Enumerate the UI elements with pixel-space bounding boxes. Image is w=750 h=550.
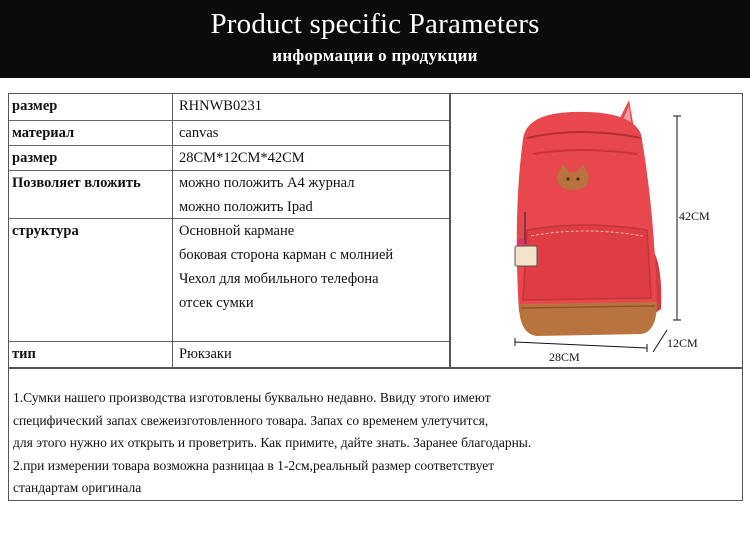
row-value: Основной кармане боковая сторона карман с молнией Чехол для мобильного телефона отсек сумки [179, 223, 394, 311]
header-banner [0, 0, 750, 78]
row-value: Рюкзаки [179, 346, 232, 362]
page-title: Product specific Parameters [210, 8, 540, 40]
table-row [9, 219, 449, 342]
table-row [9, 342, 449, 367]
row-value: 28CM*12CM*42CM [179, 150, 305, 166]
width-dimension-line [515, 342, 647, 348]
page-subtitle: информации о продукции [272, 46, 478, 65]
product-image-panel [450, 93, 743, 368]
row-value: можно положить A4 журнал можно положить Ipad [179, 175, 355, 215]
row-label: материал [12, 125, 75, 141]
tag-charm [515, 246, 537, 266]
row-label: размер [12, 98, 58, 114]
table-row [9, 94, 449, 121]
depth-label: 12CM [667, 336, 698, 350]
specs-table [8, 93, 450, 368]
front-pocket [523, 225, 651, 300]
width-label: 28CM [549, 350, 580, 364]
row-value: RHNWB0231 [179, 98, 262, 114]
backpack-image [451, 94, 742, 367]
row-label: размер [12, 150, 58, 166]
depth-dimension-line [653, 330, 667, 352]
notes-text: 1.Сумки нашего производства изготовлены буквально недавно. Ввиду этого имеют специфический запах свежеизготовленного товара. Запах со временем улетучится, для этого нужно их открыть и проветрить. Как примите, дайте знать. Заранее благодарны. 2.при измерении товара возможна разницаа в 1-2см,реальный размер соответствует стандартам оригинала [13, 390, 532, 495]
row-label: тип [12, 346, 36, 362]
notes-section [8, 368, 743, 501]
row-label: структура [12, 223, 79, 239]
table-row [9, 121, 449, 146]
table-row [9, 146, 449, 171]
row-label: Позволяет вложить [12, 175, 141, 191]
height-label: 42CM [679, 209, 710, 223]
row-value: canvas [179, 125, 219, 141]
table-row [9, 171, 449, 219]
